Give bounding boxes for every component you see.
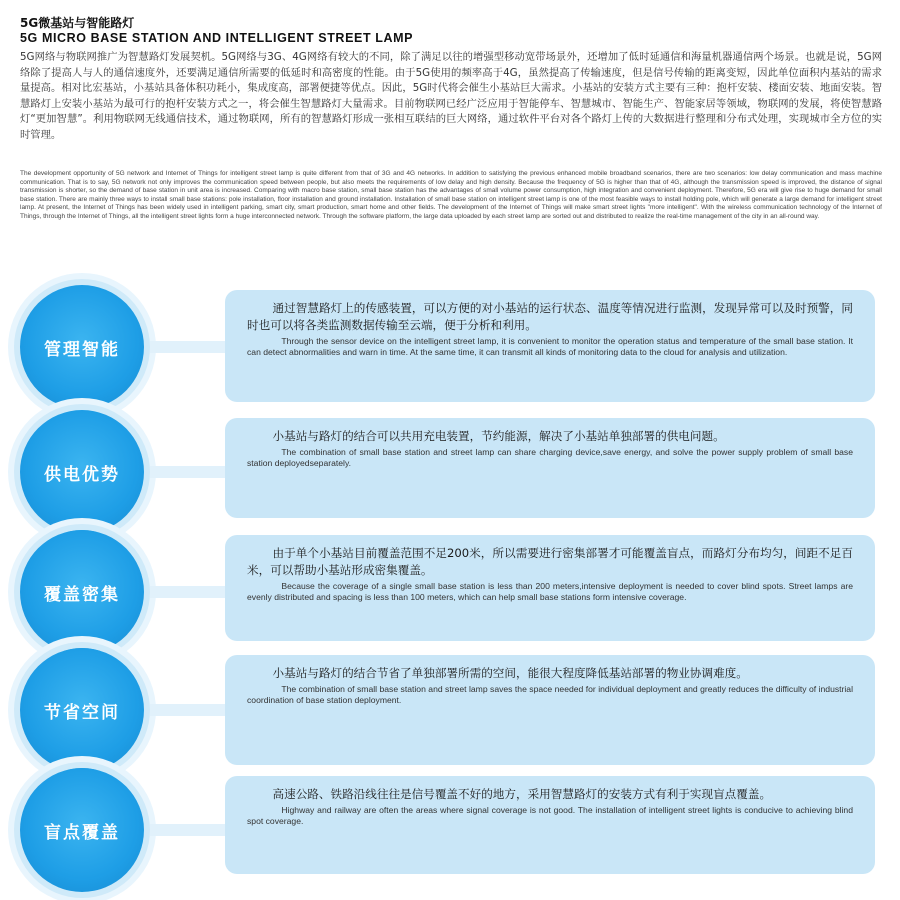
feature-badge: [20, 648, 144, 772]
feature-badge-label: 节省空间: [44, 702, 120, 723]
feature-text-cn: 小基站与路灯的结合可以共用充电装置，节约能源，解决了小基站单独部署的供电问题。: [272, 429, 725, 443]
feature-card: [225, 290, 875, 402]
page-title-en: 5G MICRO BASE STATION AND INTELLIGENT STREET LAMP: [20, 31, 414, 45]
feature-card: [225, 418, 875, 518]
feature-text-cn: 小基站与路灯的结合节省了单独部署所需的空间，能很大程度降低基站部署的物业协调难度。: [272, 666, 748, 680]
intro-paragraph-en: The development opportunity of 5G network and Internet of Things for intelligent street lamp is quite different from that of 3G and 4G networks. In addition to satisfying the previous enhanced mobile broadband scenarios, there are two scenarios: low delay communication and mass machine communication. That is to say, 5G network not only improves the communication speed between people, but also meets the requirements of low delay and high density. Because the frequency of 5G is higher than that of 4G, although the transmission speed is improved, the distance of signal transmission is shorter, so the demand of base station in unit area is increased. Comparing with macro base station, small base station has the advantages of small volume power consumption, high integration and convenient deployment. Therefore, 5G era will give rise to huge demand for small base station. There are mainly three ways to install small base stations: pole installation, floor installation and ground installation. Installation of small base station on intelligent street lamp is one of the most feasible ways to install holding pole, which will generate a large demand for intelligent street lamp. At present, the Internet of Things has been widely used in intelligent parking, smart city, smart production, smart home and other fields. The development of the Internet of Things will make smart street lights "more intelligent". With the wireless communication technology of the Internet of Things, through the Internet of Things, all the intelligent street lights form a huge interconnected network. Through the software platform, the large data uploaded by each street lamp are sorted out and distributed to realize the real-time management of the city in an all-round way.: [20, 170, 882, 220]
feature-badge-label: 盲点覆盖: [44, 822, 120, 843]
connector-bar: [150, 704, 225, 716]
feature-text-en: Through the sensor device on the intelligent street lamp, it is convenient to monitor the operation status and temperature of the small base station. It can detect abnormalities and warn in time. At the same time, it can transmit all kinds of monitoring data to the cloud for analysis and utilization.: [247, 336, 853, 357]
feature-badge: [20, 768, 144, 892]
feature-card: [225, 655, 875, 765]
connector-bar: [150, 586, 225, 598]
feature-card: [225, 776, 875, 874]
feature-text-cn: 由于单个小基站目前覆盖范围不足200米，所以需要进行密集部署才可能覆盖盲点，而路灯分布均匀，间距不足百米，可以帮助小基站形成密集覆盖。: [247, 546, 853, 577]
feature-text-en: Because the coverage of a single small base station is less than 200 meters,intensive deployment is needed to cover blind spots. Street lamps are evenly distributed and spacing is less than 100 meters, which can help small base stations form intensive coverage.: [247, 581, 853, 602]
page-title-cn: 5G微基站与智能路灯: [20, 16, 135, 30]
feature-badge: [20, 530, 144, 654]
feature-text-en: Highway and railway are often the areas where signal coverage is not good. The installation of intelligent street lights is conducive to achieving blind spot coverage.: [247, 805, 853, 826]
feature-badge-label: 覆盖密集: [44, 584, 120, 605]
connector-bar: [150, 824, 225, 836]
connector-bar: [150, 341, 225, 353]
feature-card: [225, 535, 875, 641]
feature-text-cn: 高速公路、铁路沿线往往是信号覆盖不好的地方，采用智慧路灯的安装方式有利于实现盲点覆盖。: [272, 787, 772, 801]
feature-text-en: The combination of small base station and street lamp can share charging device,save energy, and solve the power supply problem of small base station deployedseparately.: [247, 447, 853, 468]
intro-paragraph-cn: 5G网络与物联网推广为智慧路灯发展契机。5G网络与3G、4G网络有较大的不同，除了满足以往的增强型移动宽带场景外，还增加了低时延通信和海量机器通信两个场景。也就是说，5G网络除了提高人与人的通信速度外，还要满足通信所需要的低延时和高密度的性能。由于5G使用的频率高于4G，虽然提高了传输速度，但是信号传输的距离变短，因此单位面积内基站的需求量提高。相对比宏基站，小基站具备体积功耗小，集成度高，部署便捷等优点。因此，5G时代将会催生小基站巨大需求。小基站的安装方式主要有三种：抱杆安装、楼面安装、地面安装。智慧路灯上安装小基站为最可行的抱杆安装方式之一，将会催生智慧路灯大量需求。目前物联网已经广泛应用于智能停车、智慧城市、智能生产、智能家居等领域，物联网的发展，将使智慧路灯“更加智慧”。利用物联网无线通信技术，通过物联网，所有的智慧路灯形成一张相互联结的巨大网络，通过软件平台对各个路灯上传的大数据进行整理和分布式处理，实现城市全方位的实时管理。: [20, 51, 882, 141]
feature-badge-label: 供电优势: [44, 464, 120, 485]
feature-badge: [20, 410, 144, 534]
feature-badge-label: 管理智能: [44, 339, 120, 360]
feature-text-cn: 通过智慧路灯上的传感装置，可以方便的对小基站的运行状态、温度等情况进行监测，发现异常可以及时预警，同时也可以将各类监测数据传输至云端，便于分析和利用。: [247, 301, 853, 332]
feature-text-en: The combination of small base station and street lamp saves the space needed for individual deployment and greatly reduces the difficulty of industrial coordination of base station deployment.: [247, 684, 853, 705]
feature-badge: [20, 285, 144, 409]
connector-bar: [150, 466, 225, 478]
